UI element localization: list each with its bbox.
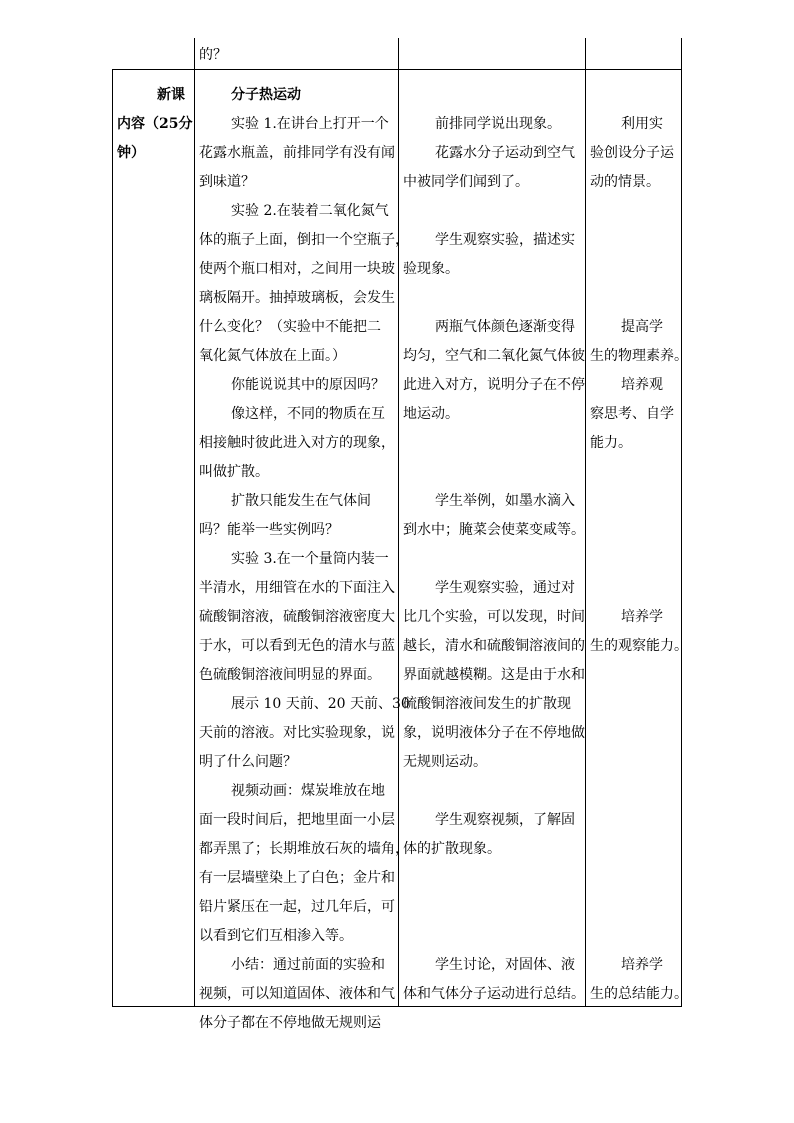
student-activity-line: 无规则运动。 xyxy=(403,754,487,770)
design-purpose-line: 生的观察能力。 xyxy=(590,638,688,654)
student-activity-line: 中被同学们闻到了。 xyxy=(403,174,529,190)
section-label-line-3: 钟） xyxy=(117,145,145,161)
student-activity-line: 此进入对方，说明分子在不停 xyxy=(403,377,585,393)
design-purpose-line: 生的物理素养。 xyxy=(590,348,688,364)
section-label-line-1: 新课 xyxy=(157,87,185,103)
teacher-content-line: 半清水，用细管在水的下面注入 xyxy=(199,580,395,596)
teacher-content-line: 展示 10 天前、20 天前、30 xyxy=(231,696,410,712)
teacher-content-line: 你能说说其中的原因吗？ xyxy=(231,377,385,393)
teacher-content-line: 铅片紧压在一起，过几年后，可 xyxy=(199,899,395,915)
student-activity-line: 体的扩散现象。 xyxy=(403,841,501,857)
teacher-content-line: 都弄黑了；长期堆放石灰的墙角， xyxy=(199,841,409,857)
teacher-content-line: 色硫酸铜溶液间明显的界面。 xyxy=(199,667,381,683)
design-purpose-line: 提高学 xyxy=(621,319,663,335)
student-activity-line: 均匀，空气和二氧化氮气体彼 xyxy=(403,348,585,364)
table-rule-col-4 xyxy=(585,38,586,1007)
teacher-content-line: 体分子都在不停地做无规则运 xyxy=(199,1015,381,1031)
student-activity-line: 比几个实验，可以发现，时间 xyxy=(403,609,585,625)
teacher-content-line: 像这样，不同的物质在互 xyxy=(231,406,385,422)
teacher-content-line: 氧化氮气体放在上面。） xyxy=(199,348,346,364)
table-rule-col-2 xyxy=(194,38,195,1007)
teacher-content-line: 视频，可以知道固体、液体和气 xyxy=(199,986,395,1002)
student-activity-line: 越长，清水和硫酸铜溶液间的 xyxy=(403,638,585,654)
teacher-content-line: 小结：通过前面的实验和 xyxy=(231,957,385,973)
design-purpose-line: 培养观 xyxy=(621,377,663,393)
teacher-content-line: 相接触时彼此进入对方的现象， xyxy=(199,435,395,451)
teacher-content-line: 使两个瓶口相对，之间用一块玻 xyxy=(199,261,395,277)
teacher-content-line: 扩散只能发生在气体间 xyxy=(231,493,371,509)
design-purpose-line: 培养学 xyxy=(621,609,663,625)
previous-row-text: 的？ xyxy=(199,47,227,63)
teacher-content-line: 实验 3.在一个量筒内装一 xyxy=(231,551,389,567)
teacher-content-line: 天前的溶液。对比实验现象，说 xyxy=(199,725,395,741)
design-purpose-line: 利用实 xyxy=(621,116,663,132)
teacher-content-line: 有一层墙壁染上了白色；金片和 xyxy=(199,870,395,886)
student-activity-line: 象，说明液体分子在不停地做 xyxy=(403,725,585,741)
design-purpose-line: 培养学 xyxy=(621,957,663,973)
student-activity-line: 界面就越模糊。这是由于水和 xyxy=(403,667,585,683)
student-activity-line: 学生举例，如墨水滴入 xyxy=(435,493,575,509)
student-activity-line: 学生观察视频，了解固 xyxy=(435,812,575,828)
student-activity-line: 学生观察实验，通过对 xyxy=(435,580,575,596)
teacher-content-line: 硫酸铜溶液，硫酸铜溶液密度大 xyxy=(199,609,395,625)
teacher-content-line: 什么变化？（实验中不能把二 xyxy=(199,319,381,335)
teacher-content-line: 实验 1.在讲台上打开一个 xyxy=(231,116,389,132)
student-activity-line: 到水中；腌菜会使菜变咸等。 xyxy=(403,522,585,538)
student-activity-line: 前排同学说出现象。 xyxy=(435,116,561,132)
teacher-content-line: 叫做扩散。 xyxy=(199,464,269,480)
student-activity-line: 体和气体分子运动进行总结。 xyxy=(403,986,585,1002)
section-title: 分子热运动 xyxy=(231,87,301,103)
teacher-content-line: 实验 2.在装着二氧化氮气 xyxy=(231,203,389,219)
student-activity-line: 验现象。 xyxy=(403,261,459,277)
student-activity-line: 学生讨论，对固体、液 xyxy=(435,957,575,973)
student-activity-line: 两瓶气体颜色逐渐变得 xyxy=(435,319,575,335)
teacher-content-line: 到味道？ xyxy=(199,174,255,190)
student-activity-line: 学生观察实验，描述实 xyxy=(435,232,575,248)
design-purpose-line: 察思考、自学 xyxy=(590,406,674,422)
design-purpose-line: 动的情景。 xyxy=(590,174,660,190)
teacher-content-line: 以看到它们互相渗入等。 xyxy=(199,928,353,944)
student-activity-line: 花露水分子运动到空气 xyxy=(435,145,575,161)
table-rule-col-5 xyxy=(681,38,682,1007)
teacher-content-line: 面一段时间后，把地里面一小层 xyxy=(199,812,395,828)
teacher-content-line: 花露水瓶盖，前排同学有没有闻 xyxy=(199,145,395,161)
student-activity-line: 地运动。 xyxy=(403,406,459,422)
student-activity-line: 硫酸铜溶液间发生的扩散现 xyxy=(403,696,571,712)
design-purpose-line: 生的总结能力。 xyxy=(590,986,688,1002)
teacher-content-line: 明了什么问题？ xyxy=(199,754,297,770)
table-rule-col-1 xyxy=(112,69,113,1007)
teacher-content-line: 体的瓶子上面，倒扣一个空瓶子， xyxy=(199,232,409,248)
teacher-content-line: 视频动画：煤炭堆放在地 xyxy=(231,783,385,799)
teacher-content-line: 吗？能举一些实例吗？ xyxy=(199,522,339,538)
design-purpose-line: 能力。 xyxy=(590,435,632,451)
section-label-line-2: 内容（25分 xyxy=(117,116,193,132)
design-purpose-line: 验创设分子运 xyxy=(590,145,674,161)
teacher-content-line: 璃板隔开。抽掉玻璃板，会发生 xyxy=(199,290,395,306)
teacher-content-line: 于水，可以看到无色的清水与蓝 xyxy=(199,638,395,654)
table-rule-top-row-bottom xyxy=(112,69,682,70)
